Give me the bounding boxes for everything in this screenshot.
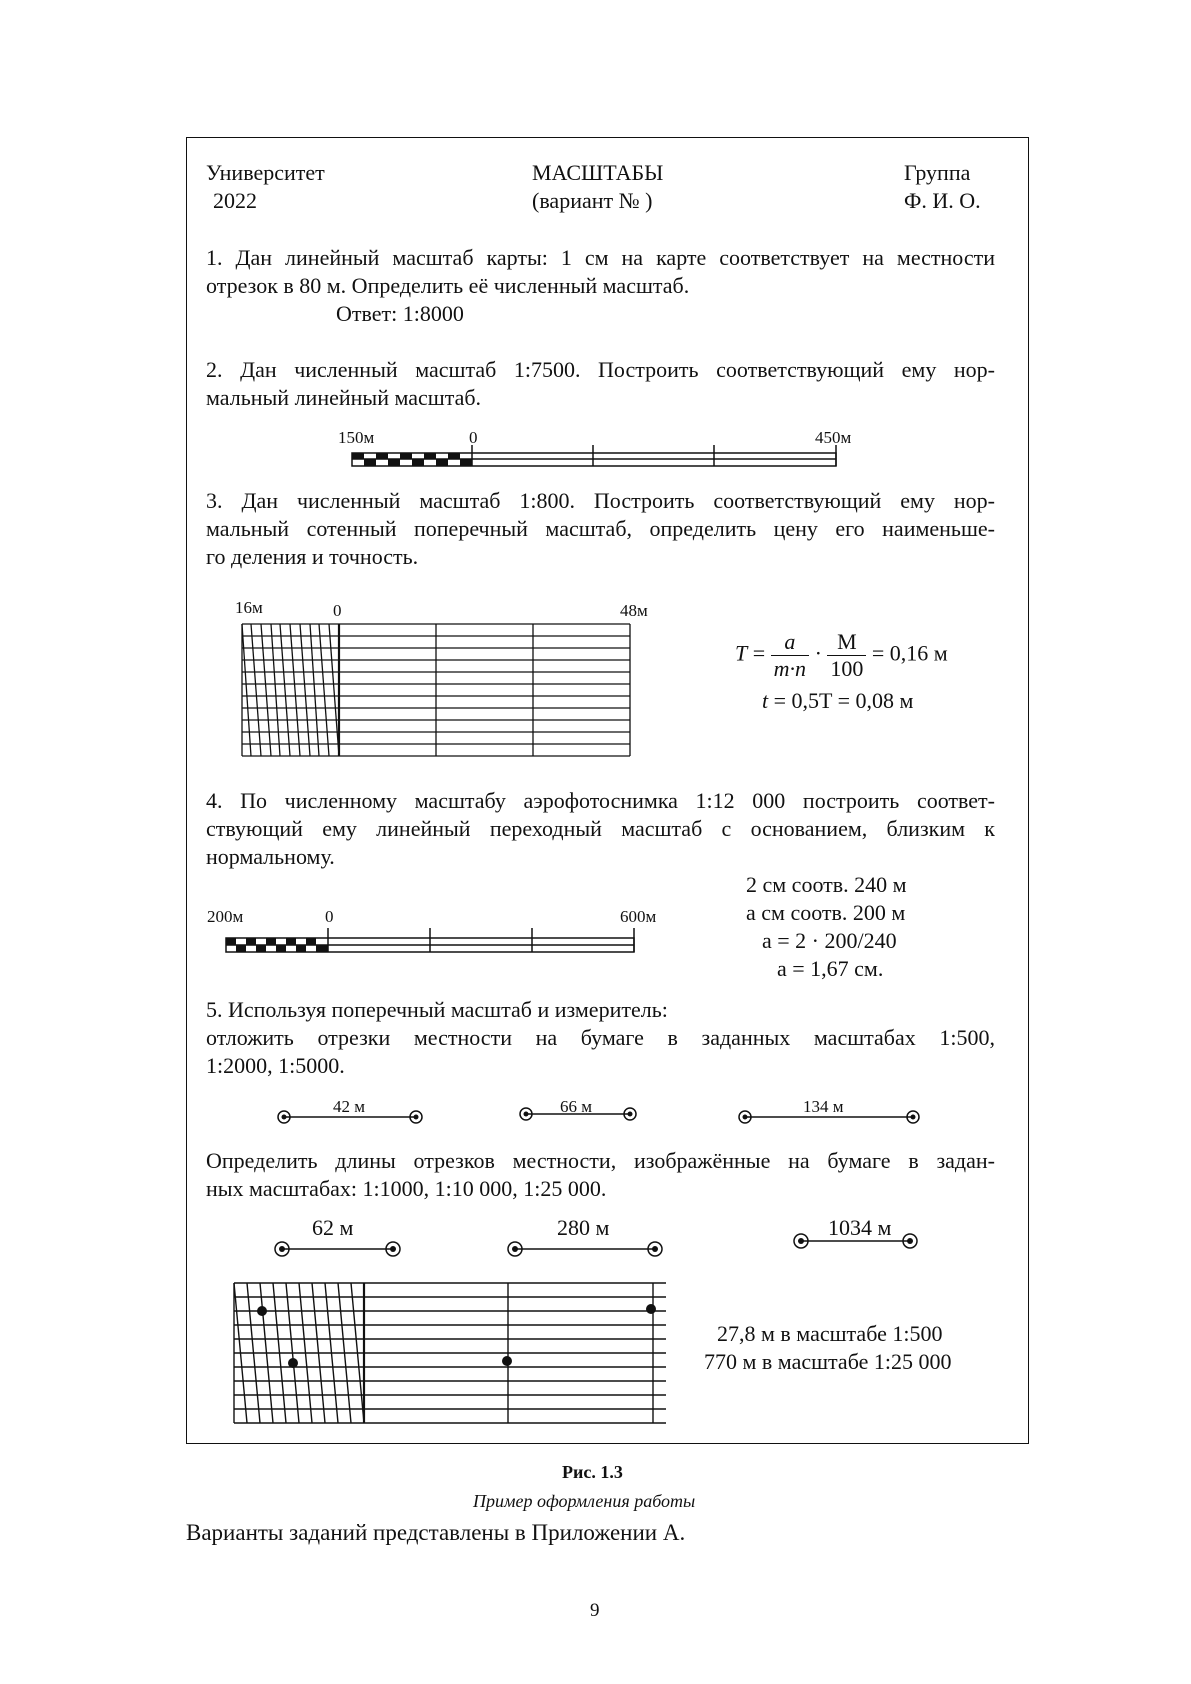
formula-eq: = [752,640,766,666]
task2-line2: мальный линейный масштаб. [206,385,482,410]
formula-result: = 0,16 м [871,640,948,666]
task4-calc-4: a = 1,67 см. [777,956,884,981]
formula-T: T [735,640,748,666]
header-fio: Ф. И. О. [904,188,981,213]
formula-num1: a [784,629,796,654]
formula-dot: · [814,640,822,666]
linear-scale-task2 [352,445,836,466]
task5-line5: ных масштабах: 1:1000, 1:10 000, 1:25 000. [206,1176,607,1201]
formula-t: t [762,688,769,713]
task4-line1: 4. По численному масштабу аэрофотоснимка 1:12 000 построить соответ- [206,788,995,813]
header-year: 2022 [213,188,257,213]
task1-line2: отрезок в 80 м. Определить её численный масштаб. [206,273,690,298]
transversal-scale-task5 [234,1283,666,1423]
formula-line2: = 0,5T = 0,08 м [773,688,914,713]
formula-den2: 100 [830,656,864,681]
result-1: 27,8 м в масштабе 1:500 [717,1321,943,1346]
task2-scale-right-label: 450м [815,428,852,447]
page-number: 9 [590,1600,600,1621]
task3-line2: мальный сотенный поперечный масштаб, определить цену его наименьше- [206,516,995,541]
figure-label: Рис. 1.3 [562,1462,623,1482]
header-variant: (вариант № ) [532,188,653,213]
task4-calc-1: 2 см соотв. 240 м [746,872,907,897]
task4-scale-zero-label: 0 [325,907,334,926]
task5-line3: 1:2000, 1:5000. [206,1053,345,1078]
task2-scale-zero-label: 0 [469,428,478,447]
task3-scale-zero-label: 0 [333,601,342,620]
task3-scale-left-label: 16м [235,598,263,617]
task2-scale-left-label: 150м [338,428,375,447]
segment-label-280: 280 м [557,1215,610,1240]
task3-line1: 3. Дан численный масштаб 1:800. Построить соответствующий ему нор- [206,488,995,513]
task4-calc-2: a см соотв. 200 м [746,900,906,925]
task4-scale-right-label: 600м [620,907,657,926]
task5-line4: Определить длины отрезков местности, изображённые на бумаге в задан- [206,1148,995,1173]
task3-line3: го деления и точность. [206,544,419,569]
segment-label-1034: 1034 м [828,1215,892,1240]
task4-line2: ствующий ему линейный переходный масштаб с основанием, близким к [206,816,995,841]
segment-label-134: 134 м [803,1097,844,1116]
result-2: 770 м в масштабе 1:25 000 [704,1349,952,1374]
task3-scale-right-label: 48м [620,601,648,620]
task1-line1: 1. Дан линейный масштаб карты: 1 см на карте соответствует на местности [206,245,995,270]
transition-scale-task4 [226,928,634,952]
footer-text: Варианты заданий представлены в Приложении А. [186,1520,686,1545]
transversal-scale-task3 [242,624,630,756]
segments-row-b [275,1234,917,1256]
task4-scale-left-label: 200м [207,907,244,926]
task4-calc-3: a = 2 · 200/240 [762,928,897,953]
task1-answer: Ответ: 1:8000 [336,301,464,326]
segment-label-42: 42 м [333,1097,366,1116]
segment-label-66: 66 м [560,1097,593,1116]
task2-line1: 2. Дан численный масштаб 1:7500. Построить соответствующий ему нор- [206,357,995,382]
header-group: Группа [904,160,971,185]
segments-row-a [278,1108,919,1123]
segment-label-62: 62 м [312,1215,354,1240]
task5-line2: отложить отрезки местности на бумаге в заданных масштабах 1:500, [206,1025,995,1050]
header-title: МАСШТАБЫ [532,160,664,185]
header-university: Университет [206,160,325,185]
task5-line1: 5. Используя поперечный масштаб и измеритель: [206,997,668,1022]
formula-num2: М [827,629,866,656]
formula-den1: m·n [773,656,807,681]
figure-caption: Пример оформления работы [473,1491,696,1511]
task4-line3: нормальному. [206,844,335,869]
